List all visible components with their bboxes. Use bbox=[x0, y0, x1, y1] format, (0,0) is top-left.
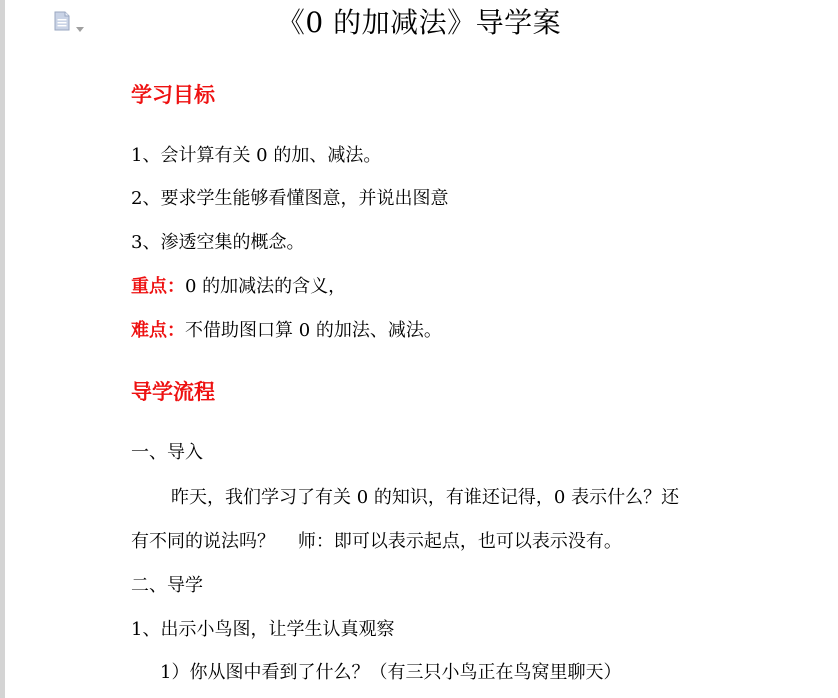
intro-paragraph-line-1: 昨天，我们学习了有关 0 的知识，有谁还记得，0 表示什么？还 bbox=[171, 487, 680, 508]
intro-title: 一、导入 bbox=[131, 442, 203, 463]
step-1: 1、出示小鸟图，让学生认真观察 bbox=[131, 619, 395, 640]
difficulty-label: 难点： bbox=[131, 320, 185, 341]
guide-title: 二、导学 bbox=[131, 575, 203, 596]
objective-item-1: 1、会计算有关 0 的加、减法。 bbox=[131, 145, 382, 166]
step-1-question-1: 1）你从图中看到了什么？（有三只小鸟正在鸟窝里聊天） bbox=[160, 662, 622, 683]
difficulty-line bbox=[131, 318, 442, 344]
objective-item-3: 3、渗透空集的概念。 bbox=[131, 232, 305, 253]
objectives-heading: 学习目标 bbox=[131, 82, 215, 107]
objective-item-2: 2、要求学生能够看懂图意，并说出图意 bbox=[131, 188, 449, 209]
difficulty-text: 不借助图口算 0 的加法、减法。 bbox=[185, 320, 442, 341]
key-point-line bbox=[131, 274, 346, 300]
intro-paragraph-line-2: 有不同的说法吗？ 师：即可以表示起点，也可以表示没有。 bbox=[131, 531, 622, 552]
process-heading: 导学流程 bbox=[131, 379, 215, 404]
page-left-border bbox=[0, 0, 5, 698]
key-point-label: 重点： bbox=[131, 276, 185, 297]
page-title: 《0 的加减法》导学案 bbox=[276, 6, 562, 39]
key-point-text: 0 的加减法的含义， bbox=[185, 276, 347, 297]
